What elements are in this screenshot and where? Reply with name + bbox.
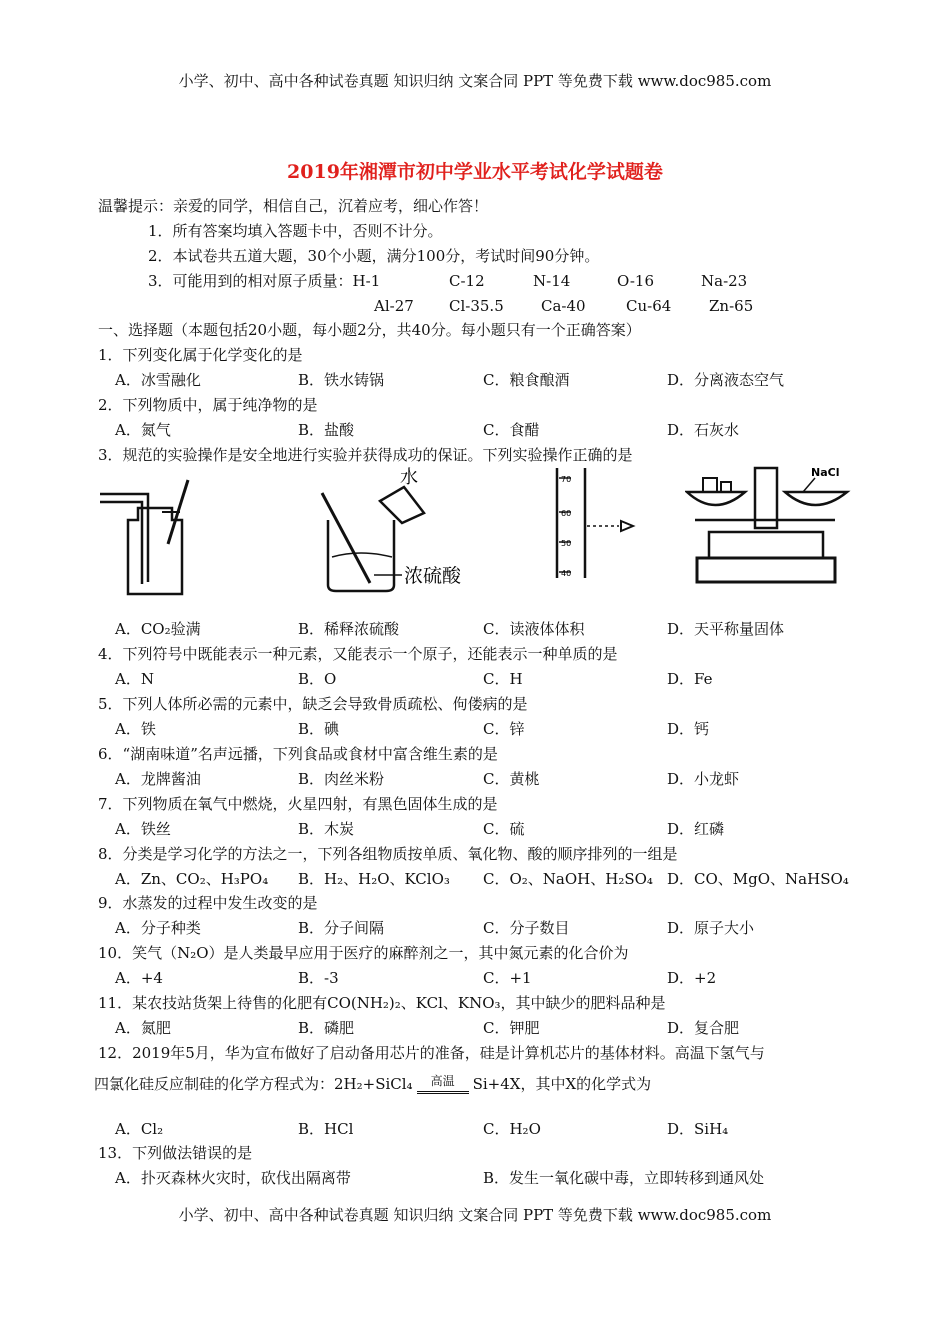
option-d: D．SiH₄ xyxy=(667,1120,729,1138)
option-c: C．硫 xyxy=(483,820,525,838)
option-a: A．+4 xyxy=(115,969,163,987)
option-a: A．Cl₂ xyxy=(115,1120,164,1138)
option-d: D．钙 xyxy=(667,720,710,738)
option-a: A．N xyxy=(115,670,154,688)
option-d: D．小龙虾 xyxy=(667,770,740,788)
balance-figure xyxy=(685,462,855,587)
nacl-label: NaCl xyxy=(811,466,840,479)
question-stem: 4．下列符号中既能表示一种元素，又能表示一个原子，还能表示一种单质的是 xyxy=(98,645,618,663)
mass-c: C-12 xyxy=(449,272,485,290)
tick-label: 60 xyxy=(561,509,572,518)
option-b: B．O xyxy=(298,670,337,688)
option-d: D．红磷 xyxy=(667,820,725,838)
option-c: C．黄桃 xyxy=(483,770,540,788)
tick-label: 50 xyxy=(561,539,572,548)
mass-zn: Zn-65 xyxy=(709,297,754,315)
page-footer: 小学、初中、高中各种试卷真题 知识归纳 文案合同 PPT 等免费下载 www.doc985.com xyxy=(178,1206,772,1224)
question-stem: 3．规范的实验操作是安全地进行实验并获得成功的保证。下列实验操作正确的是 xyxy=(98,446,633,464)
notice-2: 2．本试卷共五道大题，30个小题，满分100分，考试时间90分钟。 xyxy=(148,247,600,265)
question-stem: 12．2019年5月，华为宣布做好了启动备用芯片的准备，硅是计算机芯片的基体材料。高温下氢气与 xyxy=(98,1044,765,1062)
option-c: C．钾肥 xyxy=(483,1019,540,1037)
option-c: C．分子数目 xyxy=(483,919,570,937)
cylinder-figure xyxy=(545,468,640,580)
reaction-condition: 高温 xyxy=(430,1074,455,1088)
option-b: B．分子间隔 xyxy=(298,919,385,937)
question-stem: 7．下列物质在氧气中燃烧，火星四射，有黑色固体生成的是 xyxy=(98,795,498,813)
option-c: C．锌 xyxy=(483,720,525,738)
option-b: B．盐酸 xyxy=(298,421,355,439)
option-d: D．分离液态空气 xyxy=(667,371,785,389)
question-stem: 11．某农技站货架上待售的化肥有CO(NH₂)₂、KCl、KNO₃，其中缺少的肥料品种是 xyxy=(98,994,666,1012)
page-header: 小学、初中、高中各种试卷真题 知识归纳 文案合同 PPT 等免费下载 www.doc985.com xyxy=(178,72,772,90)
option-b: B．H₂、H₂O、KClO₃ xyxy=(298,870,450,888)
option-b: B．-3 xyxy=(298,969,339,987)
question-stem: 2．下列物质中，属于纯净物的是 xyxy=(98,396,318,414)
option-d: D．+2 xyxy=(667,969,717,987)
question-stem: 10．笑气（N₂O）是人类最早应用于医疗的麻醉剂之一，其中氮元素的化合价为 xyxy=(98,944,629,962)
dilute-acid-figure xyxy=(312,465,462,595)
option-b: B．碘 xyxy=(298,720,340,738)
question-stem: 6．“湖南味道”名声远播，下列食品或食材中富含维生素的是 xyxy=(98,745,498,763)
equation-rhs: Si+4X，其中X的化学式为 xyxy=(472,1075,652,1093)
question-stem: 5．下列人体所必需的元素中，缺乏会导致骨质疏松、佝偻病的是 xyxy=(98,695,528,713)
question-stem: 8．分类是学习化学的方法之一，下列各组物质按单质、氧化物、酸的顺序排列的一组是 xyxy=(98,845,678,863)
notice-3: 3．可能用到的相对原子质量：H-1 xyxy=(148,272,381,290)
option-c: C．+1 xyxy=(483,969,532,987)
option-b: B．磷肥 xyxy=(298,1019,355,1037)
acid-label: 浓硫酸 xyxy=(404,565,462,587)
tick-label: 70 xyxy=(561,475,572,484)
option-d: D．复合肥 xyxy=(667,1019,740,1037)
option-a: A．氮肥 xyxy=(115,1019,171,1037)
option-b: B．稀释浓硫酸 xyxy=(298,620,400,638)
mass-n: N-14 xyxy=(533,272,571,290)
option-a: A．龙牌酱油 xyxy=(115,770,201,788)
water-label: 水 xyxy=(400,467,418,488)
option-d: D．天平称量固体 xyxy=(667,620,785,638)
mass-ca: Ca-40 xyxy=(541,297,586,315)
page-title: 2019年湘潭市初中学业水平考试化学试题卷 xyxy=(287,161,663,183)
option-d: D．CO、MgO、NaHSO₄ xyxy=(667,870,849,888)
section-heading: 一、选择题（本题包括20小题，每小题2分，共40分。每小题只有一个正确答案） xyxy=(98,321,641,339)
option-d: D．Fe xyxy=(667,670,713,688)
equation-lhs: 四氯化硅反应制硅的化学方程式为：2H₂+SiCl₄ xyxy=(94,1075,413,1093)
mass-cl: Cl-35.5 xyxy=(449,297,504,315)
option-a: A．氮气 xyxy=(115,421,171,439)
option-c: C．H xyxy=(483,670,523,688)
reaction-arrow xyxy=(417,1074,469,1095)
option-a: A．CO₂验满 xyxy=(115,620,201,638)
tick-label: 40 xyxy=(561,569,572,578)
mass-na: Na-23 xyxy=(701,272,748,290)
notice-1: 1．所有答案均填入答题卡中，否则不计分。 xyxy=(148,222,443,240)
option-b: B．HCl xyxy=(298,1120,354,1138)
option-c: C．H₂O xyxy=(483,1120,541,1138)
option-a: A．铁丝 xyxy=(115,820,171,838)
question-stem: 1．下列变化属于化学变化的是 xyxy=(98,346,303,364)
question-stem: 13．下列做法错误的是 xyxy=(98,1144,253,1162)
option-d: D．石灰水 xyxy=(667,421,740,439)
mass-al: Al-27 xyxy=(374,297,414,315)
option-a: A．冰雪融化 xyxy=(115,371,201,389)
mass-cu: Cu-64 xyxy=(626,297,672,315)
option-b: B．肉丝米粉 xyxy=(298,770,385,788)
option-b: B．木炭 xyxy=(298,820,355,838)
option-a: A．Zn、CO₂、H₃PO₄ xyxy=(115,870,269,888)
option-d: D．原子大小 xyxy=(667,919,755,937)
option-a: A．铁 xyxy=(115,720,156,738)
option-c: C．O₂、NaOH、H₂SO₄ xyxy=(483,870,653,888)
option-b: B．铁水铸锅 xyxy=(298,371,385,389)
option-a: A．扑灭森林火灾时，砍伐出隔离带 xyxy=(115,1169,351,1187)
option-b: B．发生一氧化碳中毒，立即转移到通风处 xyxy=(483,1169,765,1187)
option-c: C．粮食酿酒 xyxy=(483,371,570,389)
co2-test-figure xyxy=(100,472,210,597)
equation-line xyxy=(94,1074,651,1095)
option-c: C．读液体体积 xyxy=(483,620,585,638)
option-a: A．分子种类 xyxy=(115,919,201,937)
mass-o: O-16 xyxy=(617,272,655,290)
question-stem: 9．水蒸发的过程中发生改变的是 xyxy=(98,894,318,912)
notice-intro: 温馨提示：亲爱的同学，相信自己，沉着应考，细心作答！ xyxy=(98,197,489,215)
option-c: C．食醋 xyxy=(483,421,540,439)
